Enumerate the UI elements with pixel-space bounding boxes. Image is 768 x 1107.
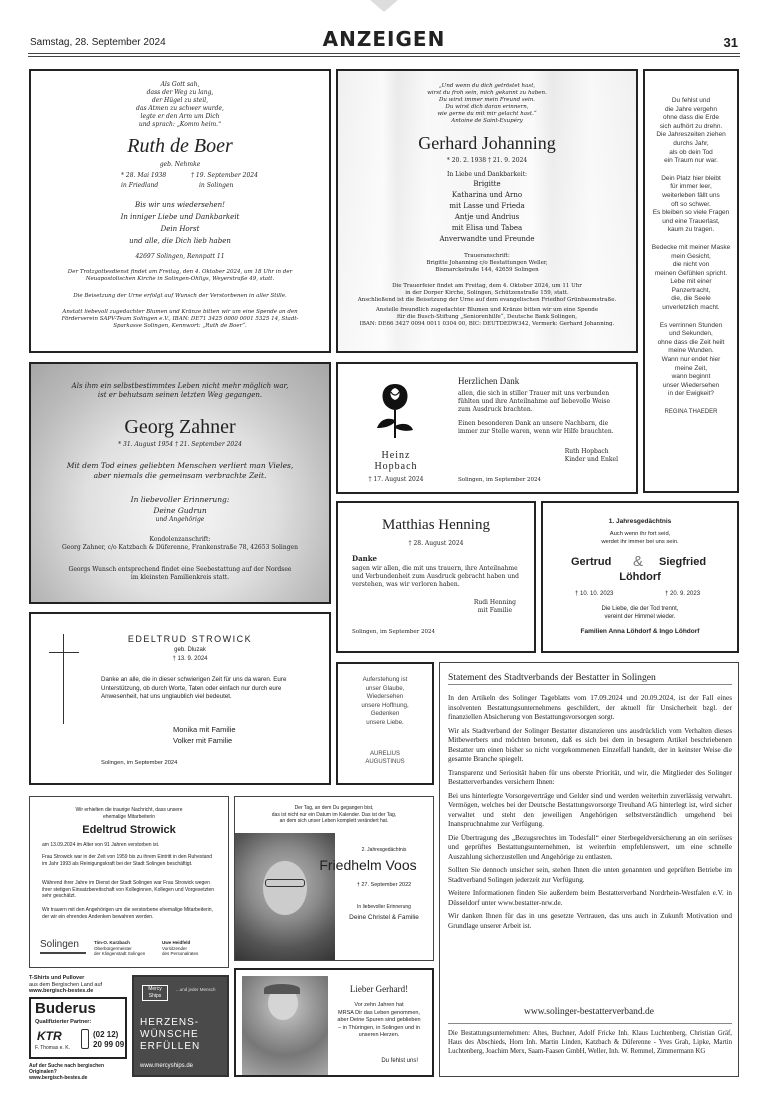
mourner-line: In Liebe und Dankbarkeit:	[446, 171, 528, 178]
issue-date: Samstag, 28. September 2024	[30, 37, 166, 48]
bergisch-promo	[29, 975, 102, 995]
loehdorf-intro	[543, 531, 737, 546]
henning-name: Matthias Henning	[382, 517, 490, 533]
mercy-headline	[140, 1017, 200, 1053]
poem-line: Lebe mit einer	[670, 278, 712, 286]
strowick-place: Solingen, im September 2024	[101, 760, 178, 766]
header-rule-2	[28, 56, 740, 57]
statement-paragraph: Transparenz und Seriosität haben für uns oberste Priorität, und wir, die Mitglieder des Solinger Bestatterverbandes versichern Ihnen:	[448, 768, 732, 786]
poem-line: Es bleiben so viele Fragen	[652, 209, 730, 217]
note-line: für die Busch-Stiftung „Seniorenhilfe“, Deutsche Bank Solingen,	[396, 314, 578, 320]
lieber-title: Lieber Gerhard!	[349, 984, 409, 994]
intro-line: Auch wenn ihr fort seid,	[609, 531, 671, 537]
statement-paragraph: Bei uns hinterlegte Vorsorgeverträge und Gelder sind und werden weiterhin zuverlässig verwahrt. Vermögen, welches bei der Deutsche Bestattungsvorsorge Treuhand AG hinterlegt ist, wird sicher verwaltet und steht den jeweiligen Angehörigen selbstverständlich umgehend bei Inanspruchnahme zur Verfügung.	[448, 791, 732, 828]
signed-line: Volker mit Familie	[173, 736, 233, 745]
boer-poem-line: und sprach: „Komm heim.“	[138, 121, 222, 128]
quote-line: Antoine de Saint-Exupéry	[451, 118, 523, 124]
mourner-line: In liebevoller Erinnerung:	[130, 495, 230, 504]
headline-line: WÜNSCHE	[140, 1029, 199, 1040]
boer-family-line: In inniger Liebe und Dankbarkeit	[120, 213, 240, 221]
statement-paragraph: Wir danken Ihnen für das in uns gesetzte Vertrauen, das uns auch in Zukunft Motivation und Grundlage unserer Arbeit ist.	[448, 912, 732, 930]
voos-died: † 27. September 2022	[356, 882, 412, 888]
poem-line: die nicht von	[672, 261, 710, 269]
address-line: Kondolenzanschrift:	[149, 536, 211, 543]
boer-maiden: geb. Nehmke	[159, 161, 201, 168]
zahner-text	[31, 461, 329, 481]
poem-line: Es verrinnen Stunden	[659, 321, 723, 329]
poem-line: die, die Seele	[671, 295, 711, 303]
boer-poem	[31, 81, 329, 129]
text-line: aber niemals die gemeinsam verbrachte Zeit.	[93, 471, 267, 480]
hopbach-last-name: Hopbach	[374, 461, 418, 472]
statement-paragraph: In den Artikeln des Solinger Tageblatts vom 17.09.2024 und 20.09.2024, ist der Fall eines insolventen Bestattungsunternehmens geschildert, der aktuell für Unsicherheit bzgl. der finanziellen Absicherung von Bestattungsvorsorgen sorgt.	[448, 694, 732, 721]
statement-paragraph: Die Übertragung des „Bezugsrechtes im Todesfall“ einer Sterbegeldversicherung an ein seriöses und geprüftes Bestattungsunternehmen, ist weiterhin empfehlenswert, um eine schnelle Auszahlung sicherzustellen und Angehörige zu entlasten.	[448, 833, 732, 861]
cap-icon	[264, 984, 300, 994]
intro-line: ehemalige Mitarbeiterin	[103, 813, 155, 820]
promo-line: aus dem Bergischen Land auf	[29, 981, 103, 988]
mourner-line: mit Lasse und Frieda	[449, 202, 525, 210]
mourner-line: mit Elisa und Tabea	[451, 224, 523, 232]
signed-line: mit Familie	[477, 607, 513, 614]
hopbach-name	[348, 450, 444, 472]
statement-rule-2	[448, 1023, 732, 1024]
phone-line: (02 12)	[93, 1030, 119, 1039]
voos-memory: In liebevoller Erinnerung	[357, 904, 411, 910]
poem-line: mein Gesicht,	[671, 252, 711, 260]
boer-family-line: und alle, die Dich lieb haben	[129, 237, 231, 245]
note-line: Anschließend ist die Beisetzung der Urne auf dem evangelischen Friedhof Grünbaumstraße.	[357, 297, 617, 303]
boer-poem-line: dass der Weg zu lang,	[146, 89, 214, 96]
poem-stanza-1	[647, 97, 735, 166]
boer-family	[31, 199, 329, 247]
ktr-logo: KTR	[37, 1029, 62, 1043]
header-rule	[28, 53, 740, 54]
solingen-logo: Solingen	[40, 939, 79, 950]
intro-line: Wir erhielten die traurige Nachricht, dass unsere	[75, 807, 183, 813]
quote-line: wie gerne du mit mir gelacht hast.“	[437, 111, 537, 117]
mourner-line: Brigitte	[473, 180, 501, 188]
text-line: vereint der Himmel wieder.	[604, 614, 676, 620]
poem-line: als ob dein Tod	[669, 148, 713, 156]
quote-line: unsere Liebe.	[366, 718, 404, 726]
quote-line: Auferstehung ist	[362, 676, 408, 683]
gerhard-dates: * 20. 2. 1938 † 21. 9. 2024	[446, 157, 528, 164]
poem-line: Bedecke mit meiner Maske	[651, 243, 731, 251]
poem-stanza-2	[647, 175, 735, 235]
boer-poem-line: der Hügel zu steil,	[151, 97, 209, 104]
strowick-maiden: geb. Dluzak	[174, 647, 206, 653]
statement-members: Die Bestattungsunternehmen: Altes, Buchner, Adolf Fricke Inh. Klaus Luchtenberg, Christian Gräf, Haus des Abschieds, Horn Inh. Martin Linden, Katzbach & Düferenne - Yves Grah, Lipke, Martin Luchtenberg, Joachim Merx, Saam-Faasen GmbH, Weller, Inh. W. Remmel, Zimmermann KG	[448, 1030, 732, 1055]
ad-friedhelm-voos	[234, 796, 434, 961]
note-line: Die Trauerfeier findet am Freitag, dem 4. Oktober 2024, um 11 Uhr	[392, 283, 582, 289]
bottom-line[interactable]: www.bergisch-bestes.de	[29, 1075, 88, 1081]
statement-title: Statement des Stadtverbands der Bestatter in Solingen	[448, 672, 656, 683]
strowick-text: Danke an alle, die in dieser schwierigen Zeit für uns da waren. Eure Unterstützung, ob durch Worte, Taten oder einfach nur durch eure Anwesenheit, hat uns unglaublich viel bedeutet.	[101, 676, 287, 700]
poem-line: weiterleben fällt uns	[662, 191, 720, 199]
address-line: Bismarckstraße 144, 42659 Solingen	[435, 267, 539, 273]
ad-matthias-henning	[336, 501, 536, 653]
boer-born-place: in Friedland	[121, 182, 159, 189]
loehdorf-ampersand: &	[633, 553, 644, 570]
stadt-p2: Während ihrer Jahre im Dienst der Stadt Solingen war Frau Strowick wegen ihrer stetigen Einsatzbereitschaft von Kolleginnen, Kollegen und Vorgesetzten sehr geschätzt.	[42, 880, 215, 899]
quote-line: unser Glaube,	[365, 684, 405, 692]
lieber-end: Du fehlst uns!	[381, 1058, 418, 1064]
poem-line: sich aufhört zu drehn.	[659, 122, 723, 130]
statement-url[interactable]: www.solinger-bestatterverband.de	[523, 1007, 655, 1017]
gerhard-name: Gerhard Johanning	[418, 133, 556, 153]
poem-line: und Sekunden,	[669, 330, 713, 338]
mourner-line: Deine Gudrun	[153, 506, 207, 515]
mourner-line: Katharina und Arno	[451, 191, 523, 199]
poem-line: Wann nur endet hier	[661, 356, 721, 364]
loehdorf-date-2: † 20. 9. 2023	[665, 591, 701, 597]
boer-poem-line: das Atmen zu schwer wurde,	[136, 105, 224, 112]
mourner-line: Anverwandte und Freunde	[439, 235, 535, 243]
poem-line: in der Ewigkeit?	[668, 390, 714, 398]
loehdorf-date-1: † 10. 10. 2023	[575, 591, 614, 597]
lieber-text	[330, 1002, 428, 1040]
voos-signed: Deine Christel & Familie	[349, 914, 419, 921]
ad-edeltrud-strowick	[29, 612, 331, 785]
quote-line: Du wirst immer mein Freund sein.	[438, 97, 536, 103]
stadt-intro	[30, 807, 228, 820]
address-line: Brigitte Johanning c/o Bestattungen Weller,	[426, 260, 548, 266]
strowick-signed	[173, 724, 236, 746]
rose-icon	[371, 378, 419, 440]
statement-paragraph: Wir als Stadtverband der Solinger Bestatter distanzieren uns ausdrücklich vom Verhalten dieses Mitbewerbers und möchten betonen, daß es sich bei dem in besagtem Artikel beschriebenen Bestatter um einen bisher so nicht vorgekommenen Einzelfall handelt, der in keinster Weise die gesamte Branche spiegelt.	[448, 726, 732, 763]
poem-line: Panzertracht,	[671, 286, 711, 294]
gerhard-mourners	[338, 171, 636, 245]
poem-line: und eine Trauerlast,	[662, 217, 720, 225]
address-line: Georg Zahner, c/o Katzbach & Düferenne, Frankenstraße 78, 42653 Solingen	[62, 544, 298, 551]
mourner-line: Antje und Andrius	[454, 213, 520, 221]
quote-line: „Und wenn du dich getröstet hast,	[438, 83, 536, 89]
henning-place: Solingen, im September 2024	[352, 629, 436, 635]
loehdorf-surname: Löhdorf	[619, 571, 661, 583]
gerhard-quote	[338, 83, 636, 125]
hopbach-first-name: Heinz	[381, 450, 411, 461]
headline-line: HERZENS-	[140, 1017, 200, 1028]
author-line: AUGUSTINUS	[365, 759, 405, 765]
portrait-photo	[235, 833, 335, 961]
text-line: Mit dem Tod eines geliebten Menschen verliert man Vieles,	[66, 461, 294, 470]
text-line: MRSA Dir das Leben genommen,	[338, 1009, 420, 1016]
boer-family-line: Dein Horst	[160, 225, 200, 233]
boer-poem-line: legte er den Arm um Dich	[140, 113, 220, 120]
ad-loehdorf	[541, 501, 739, 653]
poem-line: meinen Gefühlen spricht.	[654, 269, 728, 277]
solingen-logo-bar	[40, 952, 86, 954]
quote-line: Wiedersehen	[366, 693, 404, 701]
poem-line: Du fehlst und	[671, 97, 711, 104]
hopbach-died: † 17. August 2024	[368, 476, 424, 483]
loehdorf-signed: Familien Anna Löhdorf & Ingo Löhdorf	[580, 628, 700, 635]
top-chevron-decoration	[370, 0, 398, 12]
stadt-p1: Frau Strowick war in der Zeit von 1959 bis zu ihrem Eintritt in den Ruhestand im Jahr 1993 als Reinigungskraft bei der Stadt Solingen beschäftigt.	[42, 854, 213, 867]
text-line: Vor zehn Jahren hat	[354, 1002, 404, 1008]
poem-line: kaum zu tragen.	[667, 226, 715, 234]
headline-line: ERFÜLLEN	[140, 1041, 201, 1052]
motto-line: Als ihm ein selbstbestimmtes Leben nicht mehr möglich war,	[71, 382, 289, 390]
loehdorf-name-2: Siegfried	[659, 556, 707, 568]
gerhard-address	[338, 253, 636, 274]
ad-stadt-solingen-strowick	[29, 796, 229, 968]
portrait-face	[263, 861, 307, 915]
stadt-signature-2	[162, 940, 198, 957]
mercy-tag: ...und jeder Mensch	[176, 987, 216, 992]
henning-title: Danke	[352, 554, 377, 563]
gerhard-photo	[242, 976, 328, 1076]
henning-text: sagen wir allen, die mit uns trauern, ihre Anteilnahme und Verbundenheit zum Ausdruck gebracht haben und verstehen, was wir verloren haben.	[352, 565, 519, 588]
promo-line[interactable]: www.bergisch-bestes.de	[29, 988, 94, 994]
boer-family-line: Bis wir uns wiedersehen!	[135, 201, 225, 209]
signature-line: Tim-O. Kurzbach	[94, 940, 130, 945]
address-line: Traueranschrift:	[464, 253, 510, 259]
quote-line: Du wirst dich daran erinnern,	[445, 104, 529, 110]
ad-buderus	[29, 975, 127, 1081]
boer-name: Ruth de Boer	[127, 135, 233, 157]
phone-icon	[81, 1029, 89, 1049]
poem-line: die Jahre vergehn	[664, 105, 718, 113]
hopbach-place: Solingen, im September 2024	[458, 477, 542, 483]
statement-paragraph: Sollten Sie dennoch unsicher sein, stehen Ihnen die unten genannten und geprüften Betriebe im Stadtverband Solingen jederzeit zur Verfügung.	[448, 866, 732, 884]
ad-statement-bestatter	[439, 662, 739, 1077]
boer-born: * 28. Mai 1938	[121, 172, 167, 179]
quote-line: Gedenken	[370, 710, 400, 718]
zahner-note	[31, 566, 329, 582]
intro-line: das ist nicht nur ein Datum im Kalender. Das ist der Tag,	[271, 811, 397, 818]
promo-line: T-Shirts und Pullover	[29, 975, 85, 981]
poem-line: ohne dass die Erde	[662, 114, 719, 122]
statement-rule	[448, 684, 732, 685]
henning-died: † 28. August 2024	[408, 540, 464, 547]
boer-address: 42697 Solingen, Rennpatt 11	[135, 253, 225, 260]
poem-stanzas	[647, 97, 735, 417]
strowick-name: EDELTRUD STROWICK	[127, 634, 253, 644]
poem-author: REGINA THAEDER	[664, 409, 718, 415]
loehdorf-name-1: Gertrud	[571, 556, 612, 568]
poem-line: unser Wiedersehen	[662, 381, 720, 389]
text-line: aber Deine Spuren sind geblieben	[337, 1017, 421, 1023]
voos-anniv: 2. Jahresgedächtnis	[361, 847, 407, 853]
poem-line: für immer leer,	[670, 183, 712, 191]
zahner-motto	[31, 382, 329, 400]
ad-mercy-ships	[132, 975, 229, 1077]
boer-died-place: in Solingen	[199, 182, 234, 189]
voos-intro	[235, 805, 433, 825]
poem-line: durchs Jahr,	[673, 139, 709, 147]
page-number: 31	[723, 35, 738, 50]
text-line: Die Liebe, die der Tod trennt,	[601, 606, 679, 612]
poem-line: ohne dass die Zeit heilt	[657, 338, 725, 346]
buderus-partner: Qualifizierter Partner:	[35, 1019, 92, 1025]
note-line: Anstelle freundlich zugedachter Blumen und Kränze bitten wir um eine Spende	[375, 307, 599, 313]
boer-note-3: Anstatt liebevoll zugedachter Blumen und Kränze bitten wir um eine Spende an den Förderverein SAPV-Team Solingen e.V., IBAN: DE71 3425 0000 0001 5325 14, Stadt-Sparkasse Solingen, Kennwort: „Ruth de Boer“.	[61, 309, 299, 329]
quote-line: wirst du froh sein, mich gekannt zu haben.	[427, 90, 547, 96]
zahner-name: Georg Zahner	[124, 416, 236, 438]
note-line: IBAN: DE66 3427 0094 0011 0304 00, BIC: DEUTDEDW342, Vermerk: Gerhard Johanning.	[359, 321, 615, 327]
glasses-icon	[265, 879, 305, 887]
intro-line: werdet ihr immer bei uns sein.	[601, 538, 679, 545]
signed-line: Rudi Henning	[473, 599, 516, 606]
boer-note-1: Der Trotzgottesdienst findet am Freitag, den 4. Oktober 2024, um 18 Uhr in der Neuapostolischen Kirche in Solingen-Ohligs, Weyerstraße 49, statt.	[67, 269, 293, 282]
ad-georg-zahner	[29, 362, 331, 604]
loehdorf-text	[543, 605, 737, 621]
signature-line: Uwe Heidfeld	[162, 940, 191, 945]
author-line: AURELIUS	[369, 751, 400, 757]
ad-gerhard-johanning	[336, 69, 638, 353]
poem-line: meine Zeit,	[674, 364, 708, 372]
hopbach-text: allen, die sich in stiller Trauer mit uns verbunden fühlten und ihre Anteilnahme auf liebevolle Weise zum Ausdruck brachten.	[458, 390, 611, 413]
zahner-mourners	[31, 494, 329, 524]
bergisch-bottom	[29, 1063, 127, 1081]
intro-line: an dem sich unser Leben komplett verändert hat.	[279, 818, 389, 825]
henning-signed	[474, 599, 516, 615]
buderus-brand: Buderus	[35, 1000, 96, 1017]
statement-paragraph: Weitere Informationen finden Sie außerdem beim Bestatterverband Nordrhein-Westfalen e.V. in Düsseldorf unter www.bestatter-nrw.de.	[448, 889, 732, 907]
note-line: Georgs Wunsch entsprechend findet eine Seebestattung auf der Nordsee	[68, 566, 292, 573]
text-line: unseren Herzen.	[358, 1032, 400, 1038]
ad-ruth-de-boer	[29, 69, 331, 353]
boer-died: † 19. September 2024	[191, 172, 258, 179]
motto-line: ist er behutsam seinen letzten Weg gegangen.	[97, 391, 263, 399]
hopbach-signed	[565, 448, 618, 464]
bottom-line: Auf der Suche nach bergischen Originalen?	[29, 1063, 105, 1075]
poem-line: meine Wunden.	[668, 347, 714, 355]
poem-line: unverletzlich macht.	[662, 304, 720, 312]
ad-augustinus-quote	[336, 662, 434, 785]
intro-line: Der Tag, an dem Du gegangen bist,	[294, 805, 374, 811]
mourner-line: und Angehörige	[155, 516, 205, 523]
signed-line: Ruth Hopbach	[564, 448, 609, 455]
note-line: im kleinsten Familienkreis statt.	[130, 574, 230, 581]
poem-line: Dein Platz hier bleibt	[661, 174, 721, 182]
signature-line: der Klingenstadt Solingen	[94, 951, 146, 956]
signature-line: Vorsitzender	[162, 945, 188, 951]
quote-line: unsere Hoffnung,	[361, 701, 409, 709]
stadt-p3: Wir trauern mit den Angehörigen um die verstorbene ehemalige Mitarbeiterin, der wir ein ehrendes Andenken bewahren werden.	[42, 907, 213, 920]
hopbach-text-2: Einen besonderen Dank an unsere Nachbarn, die immer zur Stelle waren, wenn wir Hilfe brauchten.	[458, 420, 614, 435]
loehdorf-title: 1. Jahresgedächtnis	[608, 518, 672, 525]
poem-line: Die Jahreszeiten ziehen	[656, 131, 726, 139]
ktr-company: F. Thomas e. K.	[35, 1045, 70, 1051]
poem-line: oft so schwer.	[671, 200, 711, 208]
strowick-died: † 13. 9. 2024	[172, 656, 208, 662]
statement-body	[448, 694, 732, 931]
ad-lieber-gerhard	[234, 968, 434, 1077]
stadt-died: am 13.09.2024 im Alter von 91 Jahren verstorben ist.	[42, 842, 160, 848]
hopbach-title: Herzlichen Dank	[458, 376, 520, 386]
ad-poem-regina-thaeder	[643, 69, 739, 493]
text-line: – in Thüringen, in Solingen und in	[338, 1024, 420, 1031]
signed-line: Monika mit Familie	[173, 725, 236, 734]
stadt-name: Edeltrud Strowick	[82, 824, 176, 836]
buderus-box	[29, 997, 127, 1059]
gerhard-notes	[342, 283, 632, 328]
augustinus-author	[338, 750, 432, 766]
section-title: ANZEIGEN	[322, 27, 446, 51]
signature-line: Oberbürgermeister	[94, 945, 132, 951]
mercy-logo: Mercy Ships	[142, 985, 168, 1001]
mercy-url[interactable]: www.mercyships.de	[140, 1063, 194, 1069]
poem-stanza-3	[647, 244, 735, 313]
voos-name: Friedhelm Voos	[319, 857, 417, 873]
augustinus-lines	[338, 676, 432, 728]
poem-stanza-4	[647, 322, 735, 399]
signed-line: Kinder und Enkel	[564, 456, 618, 463]
zahner-address	[31, 536, 329, 552]
boer-poem-line: Als Gott sah,	[160, 81, 200, 88]
phone-line: 20 99 09	[93, 1040, 125, 1049]
boer-note-2: Die Beisetzung der Urne erfolgt auf Wunsch der Verstorbenen in aller Stille.	[73, 293, 287, 299]
stadt-signature-1	[94, 940, 145, 957]
note-line: in der Dorper Kirche, Solingen, Schützenstraße 159, statt.	[405, 290, 569, 296]
signature-line: des Personalrates	[162, 951, 199, 956]
ktr-phone	[93, 1030, 124, 1050]
poem-line: ein Traum nur war.	[664, 157, 718, 165]
zahner-dates: * 31. August 1954 † 21. September 2024	[118, 441, 242, 448]
poem-line: wann beginnt	[671, 373, 711, 381]
ad-heinz-hopbach	[336, 362, 638, 494]
